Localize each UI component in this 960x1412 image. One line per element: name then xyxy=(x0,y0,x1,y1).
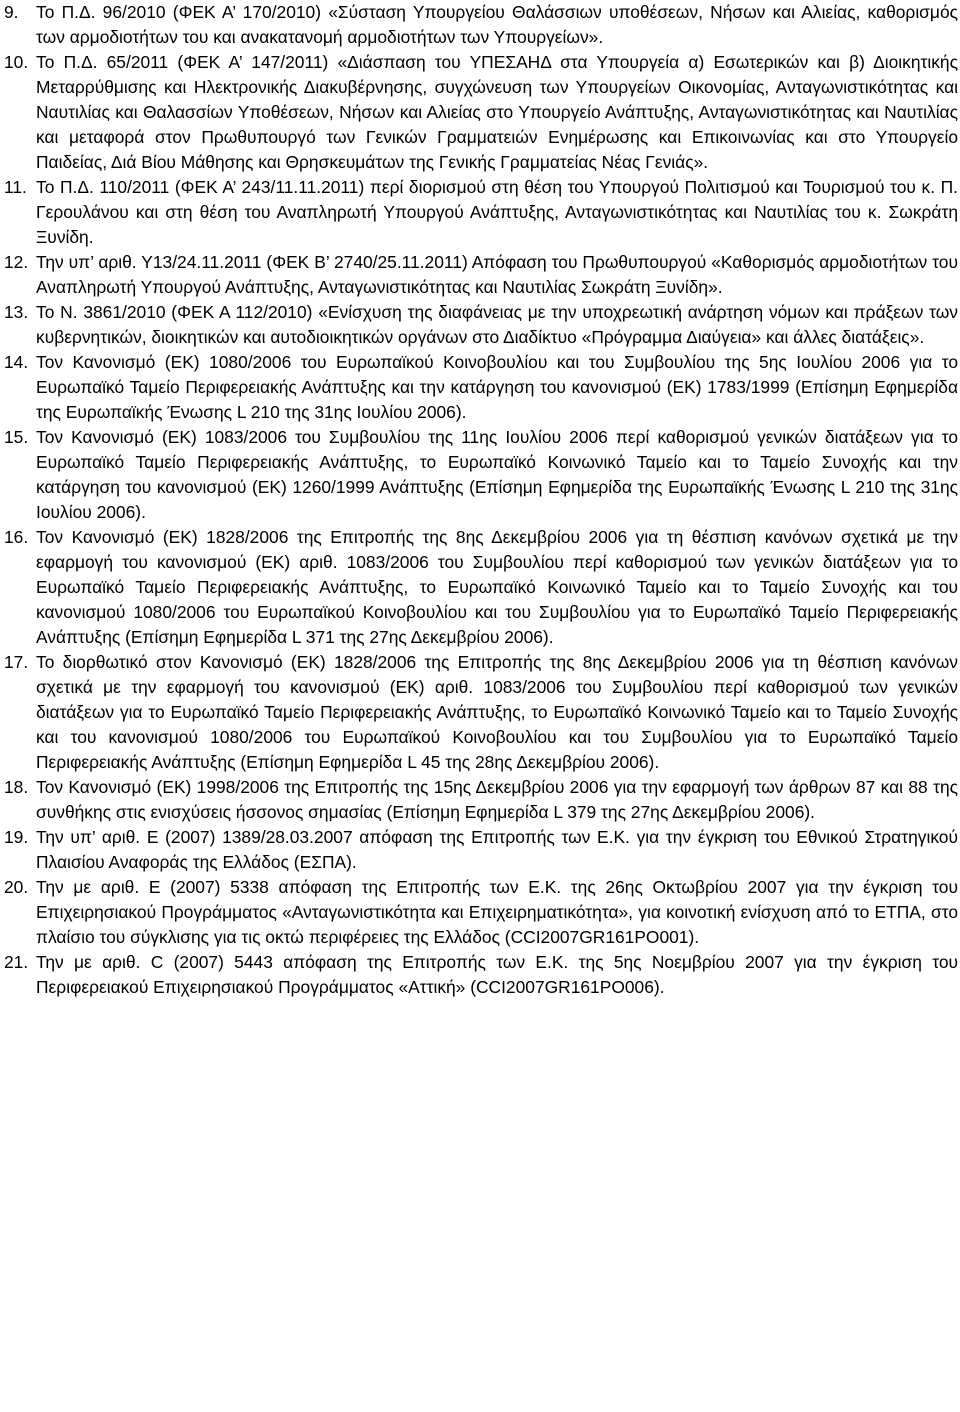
item-text: Το διορθωτικό στον Κανονισμό (ΕΚ) 1828/2006 της Επιτροπής της 8ης Δεκεμβρίου 2006 για τη θέσπιση κανόνων σχετικά με την εφαρμογή του κανονισμού (ΕΚ) αριθ. 1083/2006 του Συμβουλίου περί καθορισμού των γενικών διατάξεων για το Ευρωπαϊκό Ταμείο Περιφερειακής Ανάπτυξης, το Ευρωπαϊκό Κοινωνικό Ταμείο και το Ταμείο Συνοχής και του κανονισμού 1080/2006 του Ευρωπαϊκού Κοινοβουλίου και του Συμβουλίου για το Ευρωπαϊκό Ταμείο Περιφερειακής Ανάπτυξης (Επίσημη Εφημερίδα L 45 της 28ης Δεκεμβρίου 2006). xyxy=(36,652,958,772)
item-text: Τον Κανονισμό (ΕΚ) 1828/2006 της Επιτροπής της 8ης Δεκεμβρίου 2006 για τη θέσπιση κανόνων σχετικά με την εφαρμογή του κανονισμού (ΕΚ) αριθ. 1083/2006 του Συμβουλίου περί καθορισμού των γενικών διατάξεων για το Ευρωπαϊκό Ταμείο Περιφερειακής Ανάπτυξης, το Ευρωπαϊκό Κοινωνικό Ταμείο και το Ταμείο Συνοχής και του κανονισμού 1080/2006 του Ευρωπαϊκού Κοινοβουλίου και του Συμβουλίου για το Ευρωπαϊκό Ταμείο Περιφερειακής Ανάπτυξης (Επίσημη Εφημερίδα L 371 της 27ης Δεκεμβρίου 2006). xyxy=(36,527,958,647)
list-item xyxy=(4,175,958,250)
list-item xyxy=(4,950,958,1000)
item-number: 10. xyxy=(4,52,29,72)
item-number: 21. xyxy=(4,952,29,972)
list-item xyxy=(4,300,958,350)
item-text: Το Ν. 3861/2010 (ΦΕΚ Α 112/2010) «Ενίσχυση της διαφάνειας με την υποχρεωτική ανάρτηση νόμων και πράξεων των κυβερνητικών, διοικητικών και αυτοδιοικητικών οργάνων στο Διαδίκτυο «Πρόγραμμα Διαύγεια» και άλλες διατάξεις». xyxy=(36,302,958,347)
item-number: 13. xyxy=(4,302,29,322)
item-number: 19. xyxy=(4,827,29,847)
list-item xyxy=(4,775,958,825)
item-text: Τον Κανονισμό (ΕΚ) 1083/2006 του Συμβουλίου της 11ης Ιουλίου 2006 περί καθορισμού γενικών διατάξεων για το Ευρωπαϊκό Ταμείο Περιφερειακής Ανάπτυξης, το Ευρωπαϊκό Κοινωνικό Ταμείο και το Ταμείο Συνοχής και την κατάργηση του κανονισμού (ΕΚ) 1260/1999 Ανάπτυξης (Επίσημη Εφημερίδα της Ευρωπαϊκής Ένωσης L 210 της 31ης Ιουλίου 2006). xyxy=(36,427,958,522)
item-text: Τον Κανονισμό (ΕΚ) 1998/2006 της Επιτροπής της 15ης Δεκεμβρίου 2006 για την εφαρμογή των άρθρων 87 και 88 της συνθήκης στις ενισχύσεις ήσσονος σημασίας (Επίσημη Εφημερίδα L 379 της 27ης Δεκεμβρίου 2006). xyxy=(36,777,958,822)
item-text: Το Π.Δ. 96/2010 (ΦΕΚ Α’ 170/2010) «Σύσταση Υπουργείου Θαλάσσιων υποθέσεων, Νήσων και Αλιείας, καθορισμός των αρμοδιοτήτων του και ανακατανομή αρμοδιοτήτων των Υπουργείων». xyxy=(36,2,958,47)
item-number: 12. xyxy=(4,252,29,272)
list-item xyxy=(4,350,958,425)
item-number: 17. xyxy=(4,652,29,672)
list-item xyxy=(4,650,958,775)
item-number: 16. xyxy=(4,527,29,547)
item-number: 14. xyxy=(4,352,29,372)
item-text: Την με αριθ. Ε (2007) 5338 απόφαση της Επιτροπής των Ε.Κ. της 26ης Οκτωβρίου 2007 για την έγκριση του Επιχειρησιακού Προγράμματος «Ανταγωνιστικότητα και Επιχειρηματικότητα», για κοινοτική ενίσχυση από το ΕΤΠΑ, στο πλαίσιο του σύγκλισης για τις οκτώ περιφέρειες της Ελλάδος (CCI2007GR161PO001). xyxy=(36,877,958,947)
list-item xyxy=(4,875,958,950)
list-item xyxy=(4,825,958,875)
list-item xyxy=(4,0,958,50)
item-number: 9. xyxy=(4,2,19,22)
item-number: 20. xyxy=(4,877,29,897)
list-item xyxy=(4,525,958,650)
list-item xyxy=(4,425,958,525)
numbered-list xyxy=(4,0,958,1000)
list-item xyxy=(4,250,958,300)
item-number: 11. xyxy=(4,177,27,197)
item-text: Τον Κανονισμό (ΕΚ) 1080/2006 του Ευρωπαϊκού Κοινοβουλίου και του Συμβουλίου της 5ης Ιουλίου 2006 για το Ευρωπαϊκό Ταμείο Περιφερειακής Ανάπτυξης και την κατάργηση του κανονισμού (ΕΚ) 1783/1999 (Επίσημη Εφημερίδα της Ευρωπαϊκής Ένωσης L 210 της 31ης Ιουλίου 2006). xyxy=(36,352,958,422)
item-text: Το Π.Δ. 110/2011 (ΦΕΚ Α’ 243/11.11.2011) περί διορισμού στη θέση του Υπουργού Πολιτισμού και Τουρισμού του κ. Π. Γερουλάνου και στη θέση του Αναπληρωτή Υπουργού Ανάπτυξης, Ανταγωνιστικότητας και Ναυτιλίας του κ. Σωκράτη Ξυνίδη. xyxy=(36,177,958,247)
item-text: Την υπ’ αριθ. Ε (2007) 1389/28.03.2007 απόφαση της Επιτροπής των Ε.Κ. για την έγκριση του Εθνικού Στρατηγικού Πλαισίου Αναφοράς της Ελλάδος (ΕΣΠΑ). xyxy=(36,827,958,872)
item-text: Το Π.Δ. 65/2011 (ΦΕΚ Α’ 147/2011) «Διάσπαση του ΥΠΕΣΑΗΔ στα Υπουργεία α) Εσωτερικών και β) Διοικητικής Μεταρρύθμισης και Ηλεκτρονικής Διακυβέρνησης, συγχώνευση των Υπουργείων Οικονομίας, Ανταγωνιστικότητας και Ναυτιλίας και Θαλασσίων Υποθέσεων, Νήσων και Αλιείας στο Υπουργείο Ανάπτυξης, Ανταγωνιστικότητας και Ναυτιλίας και μεταφορά στον Πρωθυπουργό των Γενικών Γραμματειών Ενημέρωσης και Επικοινωνίας και στο Υπουργείο Παιδείας, Διά Βίου Μάθησης και Θρησκευμάτων της Γενικής Γραμματείας Νέας Γενιάς». xyxy=(36,52,958,172)
item-number: 15. xyxy=(4,427,29,447)
item-number: 18. xyxy=(4,777,29,797)
item-text: Την υπ’ αριθ. Υ13/24.11.2011 (ΦΕΚ Β’ 2740/25.11.2011) Απόφαση του Πρωθυπουργού «Καθορισμός αρμοδιοτήτων του Αναπληρωτή Υπουργού Ανάπτυξης, Ανταγωνιστικότητας και Ναυτιλίας Σωκράτη Ξυνίδη». xyxy=(36,252,958,297)
list-item xyxy=(4,50,958,175)
item-text: Την με αριθ. C (2007) 5443 απόφαση της Επιτροπής των Ε.Κ. της 5ης Νοεμβρίου 2007 για την έγκριση του Περιφερειακού Επιχειρησιακού Προγράμματος «Αττική» (CCI2007GR161PO006). xyxy=(36,952,958,997)
